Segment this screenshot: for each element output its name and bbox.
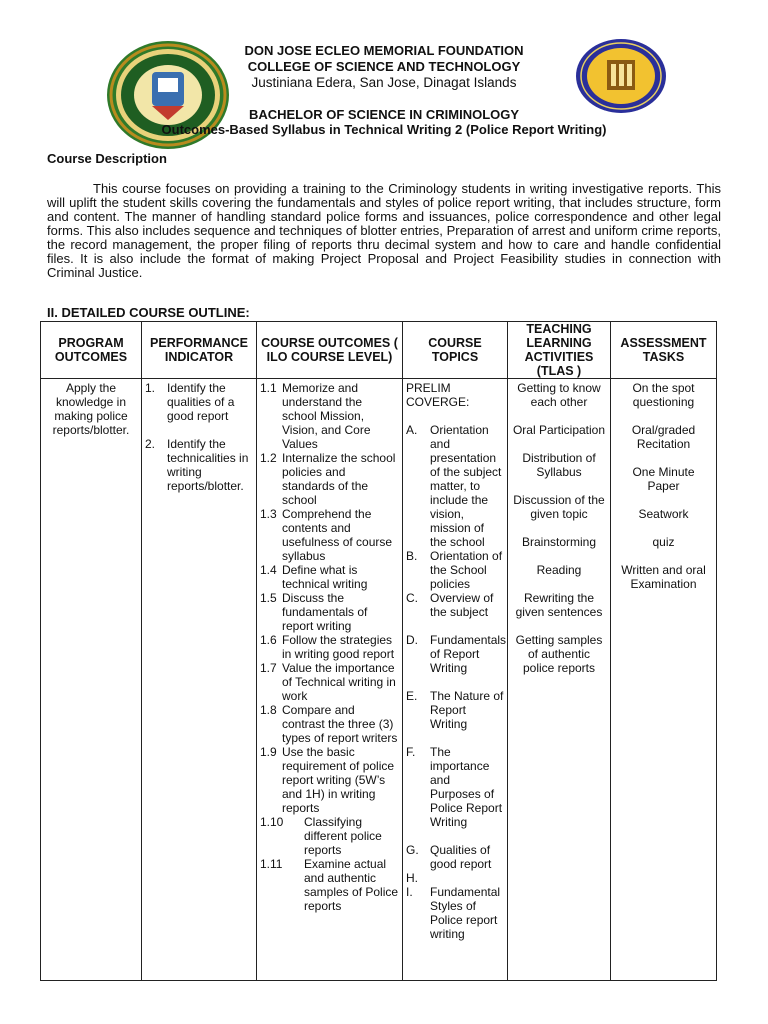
table-header-row bbox=[41, 322, 717, 379]
list-item: Rewriting the given sentences bbox=[515, 591, 603, 619]
list-item: quiz bbox=[652, 535, 675, 549]
list-item: 1.2 Internalize the school policies and standards of the school bbox=[260, 451, 396, 507]
list-item: H. bbox=[406, 871, 418, 885]
syllabus-title: Outcomes-Based Syllabus in Technical Writing 2 (Police Report Writing) bbox=[161, 122, 607, 137]
list-item: Getting samples of authentic police reports bbox=[515, 633, 603, 675]
list-item: Oral/graded Recitation bbox=[631, 423, 696, 451]
list-item: Written and oral Examination bbox=[621, 563, 706, 591]
address: Justiniana Edera, San Jose, Dinagat Islands bbox=[251, 75, 517, 90]
list-item: Distribution of Syllabus bbox=[522, 451, 596, 479]
list-item: Discussion of the given topic bbox=[513, 493, 605, 521]
col-course-topics: COURSE TOPICS bbox=[403, 322, 508, 379]
list-item: 1.11 Examine actual and authentic samples of Police reports bbox=[260, 857, 399, 913]
course-outcomes-cell bbox=[257, 379, 403, 981]
course-topics-cell bbox=[403, 379, 508, 981]
list-item: On the spot questioning bbox=[632, 381, 695, 409]
list-item: One Minute Paper bbox=[632, 465, 695, 493]
document-header bbox=[150, 43, 618, 137]
list-item: 1.4 Define what is technical writing bbox=[260, 563, 368, 591]
list-item: 1. Identify the qualities of a good report bbox=[145, 381, 235, 423]
course-description-heading: Course Description bbox=[47, 151, 167, 166]
list-item: I. Fundamental Styles of Police report writing bbox=[406, 885, 501, 941]
list-item: A. Orientation and presentation of the subject matter, to include the vision, mission of the school bbox=[406, 423, 502, 549]
topics-heading: PRELIM COVERGE: bbox=[406, 381, 470, 409]
col-course-outcomes: COURSE OUTCOMES ( ILO COURSE LEVEL) bbox=[257, 322, 403, 379]
list-item: Oral Participation bbox=[512, 423, 606, 437]
college-name: COLLEGE OF SCIENCE AND TECHNOLOGY bbox=[247, 59, 521, 74]
performance-indicator-cell bbox=[142, 379, 257, 981]
list-item: 1.5 Discuss the fundamentals of report writing bbox=[260, 591, 368, 633]
list-item: Getting to know each other bbox=[517, 381, 601, 409]
list-item: E. The Nature of Report Writing bbox=[406, 689, 504, 731]
outline-heading: II. DETAILED COURSE OUTLINE: bbox=[47, 305, 250, 320]
list-item: 1.3 Comprehend the contents and usefulness of course syllabus bbox=[260, 507, 393, 563]
list-item: Seatwork bbox=[638, 507, 689, 521]
table-row bbox=[41, 379, 717, 981]
col-performance-indicator: PERFORMANCE INDICATOR bbox=[142, 322, 257, 379]
list-item: 1.9 Use the basic requirement of police report writing (5W’s and 1H) in writing reports bbox=[260, 745, 395, 815]
course-description-text: This course focuses on providing a training to the Criminology students in writing investigative reports. This will uplift the student skills covering the fundamentals and styles of police report writing, that includes structure, form and content. The manner of handling standard police forms and issuances, police correspondence and other legal forms. This also includes sequence and techniques of blotter entries, Preparation of arrest and uniform crime reports, the record management, the proper filing of reports thru decimal system and how to care and handle confidential files. It is also include the format of making Project Proposal and Project Feasibility studies in connection with Criminal Justice. bbox=[47, 181, 721, 280]
list-item: G. Qualities of good report bbox=[406, 843, 492, 871]
teaching-activities-cell bbox=[508, 379, 611, 981]
institution-name: DON JOSE ECLEO MEMORIAL FOUNDATION bbox=[244, 43, 524, 58]
list-item: C. Overview of the subject bbox=[406, 591, 494, 619]
list-item: 1.7 Value the importance of Technical writing in work bbox=[260, 661, 396, 703]
program-outcome-cell: Apply the knowledge in making police reports/blotter. bbox=[41, 379, 142, 981]
col-program-outcomes: PROGRAM OUTCOMES bbox=[41, 322, 142, 379]
col-teaching-activities: TEACHING LEARNING ACTIVITIES (TLAS ) bbox=[508, 322, 611, 379]
list-item: F. The importance and Purposes of Police Report Writing bbox=[406, 745, 503, 829]
col-assessment-tasks: ASSESSMENT TASKS bbox=[611, 322, 717, 379]
list-item: 1.10 Classifying different police reports bbox=[260, 815, 382, 857]
course-outline-table bbox=[40, 321, 717, 981]
list-item: Reading bbox=[536, 563, 582, 577]
list-item: Brainstorming bbox=[521, 535, 597, 549]
assessment-tasks-cell bbox=[611, 379, 717, 981]
list-item: 2. Identify the technicalities in writing reports/blotter. bbox=[145, 437, 249, 493]
program-title: BACHELOR OF SCIENCE IN CRIMINOLOGY bbox=[248, 107, 520, 122]
list-item: 1.8 Compare and contrast the three (3) types of report writers bbox=[260, 703, 398, 745]
list-item: B. Orientation of the School policies bbox=[406, 549, 503, 591]
list-item: 1.1 Memorize and understand the school Mission, Vision, and Core Values bbox=[260, 381, 371, 451]
list-item: 1.6 Follow the strategies in writing good report bbox=[260, 633, 395, 661]
list-item: D. Fundamentals of Report Writing bbox=[406, 633, 507, 675]
